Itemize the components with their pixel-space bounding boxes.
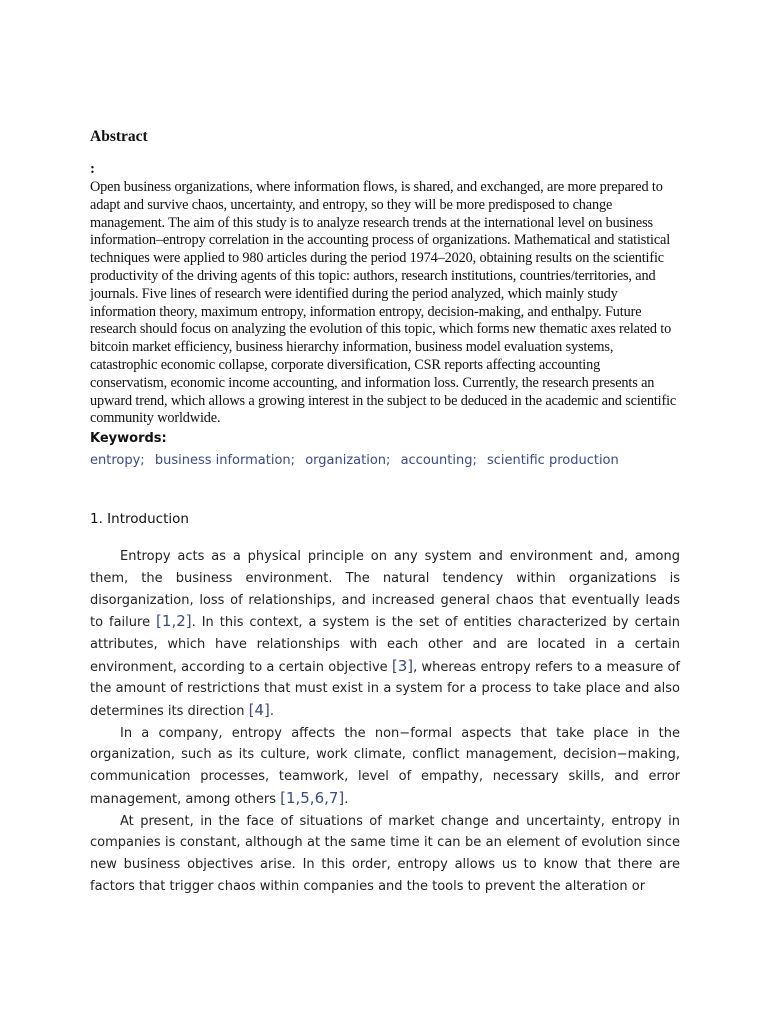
keywords-label: Keywords: bbox=[90, 431, 167, 447]
paragraph-text: . In this context, a system is the set of entities characterized by certain attributes, which have relationships with each other and are located in a certain environment, according to a certain objective bbox=[90, 615, 680, 675]
keyword-link[interactable]: entropy bbox=[90, 453, 141, 469]
citation-link[interactable]: [3] bbox=[391, 656, 414, 675]
keyword-separator: ; bbox=[140, 453, 145, 469]
citation-link[interactable]: [1,2] bbox=[156, 612, 192, 631]
intro-paragraph-1 bbox=[90, 546, 680, 723]
paper-page bbox=[90, 128, 680, 897]
paragraph-text: . bbox=[269, 704, 274, 720]
keywords-list bbox=[90, 452, 680, 470]
keyword-separator: ; bbox=[472, 453, 477, 469]
paragraph-text: , whereas entropy refers to a measure of the amount of restrictions that must exist in a system for a process to take place and also determines its direction bbox=[90, 659, 680, 720]
keyword-link[interactable]: scientific production bbox=[487, 453, 619, 469]
abstract-heading: Abstract bbox=[90, 128, 148, 145]
keyword-link[interactable]: accounting bbox=[400, 453, 473, 469]
paragraph-text: At present, in the face of situations of market change and uncertainty, entropy in companies is constant, although at the same time it can be an element of evolution since new business objectives arise. In this order, entropy allows us to know that there are factors that trigger chaos within companies and the tools to prevent the alteration or bbox=[90, 813, 680, 894]
keyword-separator: ; bbox=[386, 453, 391, 469]
keyword-link[interactable]: business information bbox=[154, 453, 291, 469]
keyword-link[interactable]: organization bbox=[305, 453, 387, 469]
paragraph-text: Entropy acts as a physical principle on any system and environment and, among them, the business environment. The natural tendency within organizations is disorganization, loss of relationships, and increased general chaos that eventually leads to failure bbox=[90, 549, 680, 631]
abstract-colon: : bbox=[90, 161, 95, 177]
section-title-introduction: 1. Introduction bbox=[90, 511, 189, 528]
citation-link[interactable]: [4] bbox=[248, 701, 270, 720]
abstract-body: Open business organizations, where information flows, is shared, and exchanged, are more prepared to adapt and survive chaos, uncertainty, and entropy, so they will be more predisposed to change management. The aim of this study is to analyze research trends at the international level on business information–entropy correlation in the accounting process of organizations. Mathematical and statistical techniques were applied to 980 articles during the period 1974–2020, obtaining results on the scientific productivity of the driving agents of this topic: authors, research institutions, countries/territories, and journals. Five lines of research were identified during the period analyzed, which mainly study information theory, maximum entropy, information entropy, decision-making, and enthalpy. Future research should focus on analyzing the evolution of this topic, which forms new thematic axes related to bitcoin market efficiency, business hierarchy information, business model evaluation systems, catastrophic economic collapse, corporate diversification, CSR reports affecting accounting conservatism, economic income accounting, and information loss. Currently, the research presents an upward trend, which allows a growing interest in the subject to be deduced in the academic and scientific community worldwide. bbox=[90, 179, 677, 427]
paragraph-text: In a company, entropy affects the non−formal aspects that take place in the organization, such as its culture, work climate, conflict management, decision−making, communication processes, teamwork, level of empathy, necessary skills, and error management, among others bbox=[90, 725, 680, 807]
intro-paragraph-2 bbox=[90, 723, 680, 811]
citation-link[interactable]: [1,5,6,7] bbox=[280, 788, 345, 807]
keyword-separator: ; bbox=[290, 453, 296, 469]
paragraph-text: . bbox=[344, 791, 349, 807]
intro-paragraph-3 bbox=[90, 811, 680, 898]
